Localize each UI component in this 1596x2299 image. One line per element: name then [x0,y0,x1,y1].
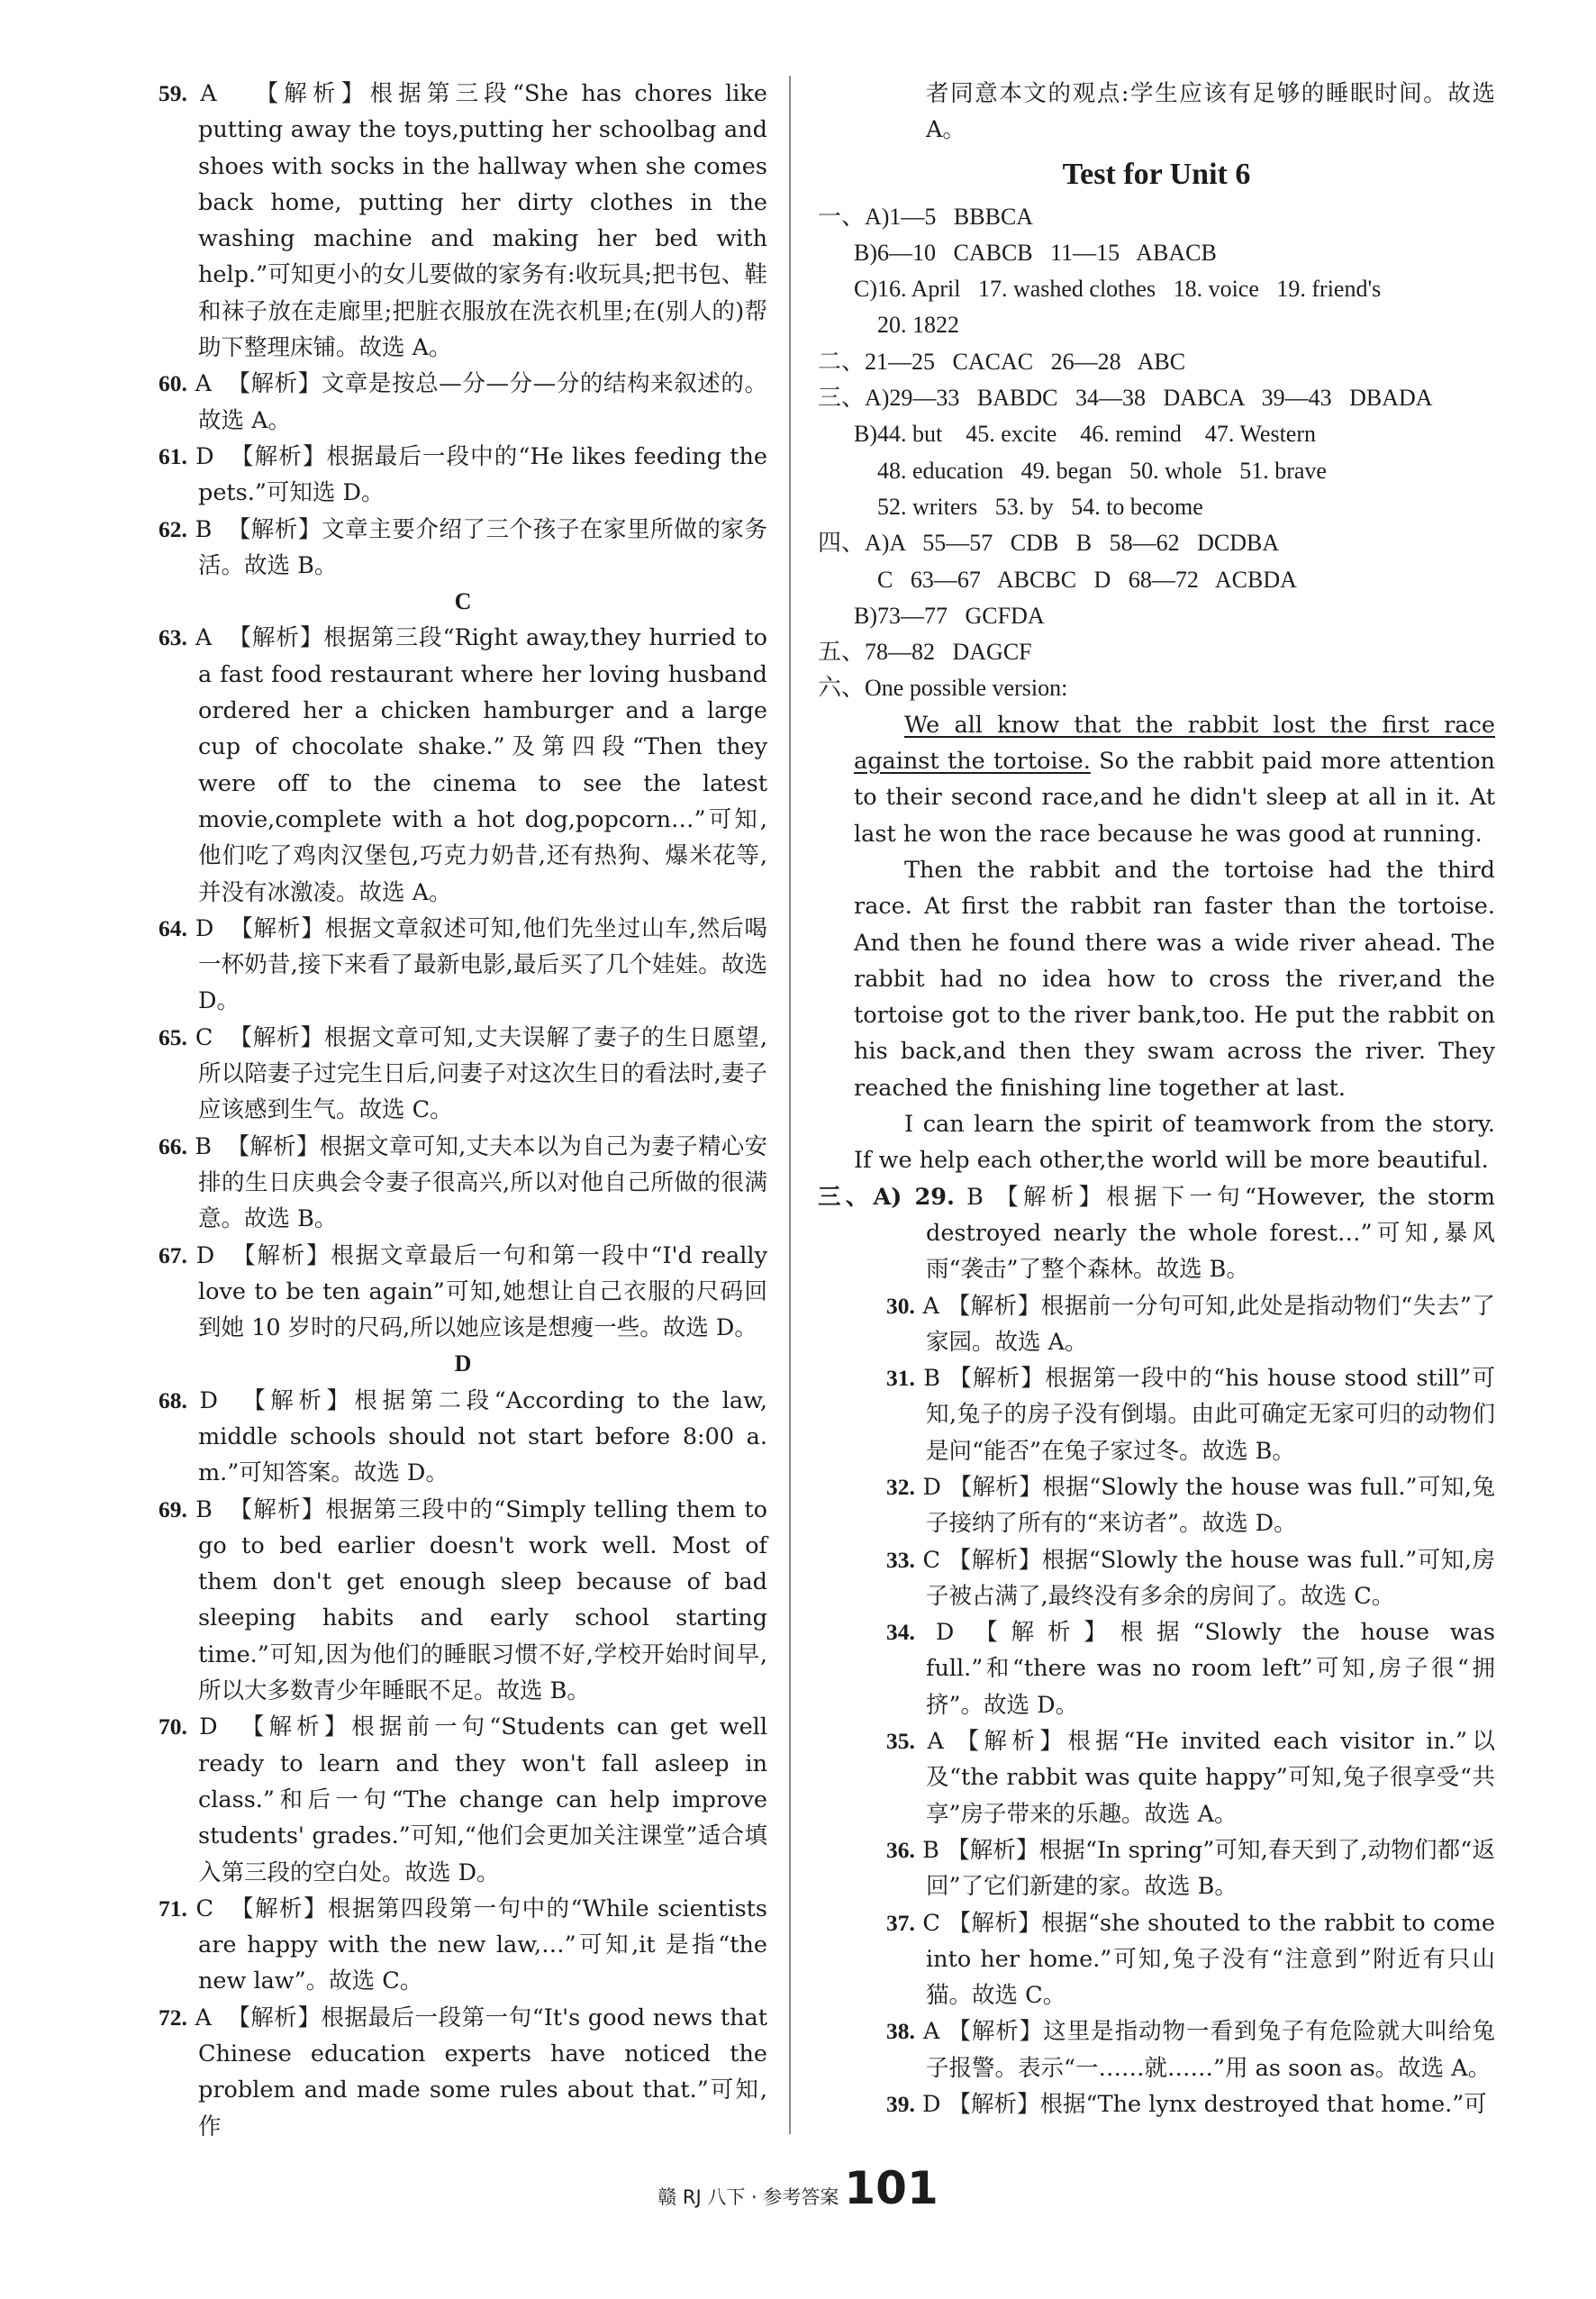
section-letter: C [454,588,472,615]
question-number: 37. [886,1909,915,1936]
continued-explanation: 者同意本文的观点:学生应该有足够的睡眠时间。故选 A。 [926,80,1495,144]
question-number: 72. [159,2004,187,2031]
question-number: 65. [159,1023,187,1050]
explanation-item [818,2086,1495,2122]
question-number: 31. [886,1365,915,1392]
explanation-text: C 【解析】根据“Slowly the house was full.”可知,房子被占满了,最终没有多余的房间了。故选 C。 [914,1546,1495,1610]
answer-key-line: B)73—77 GCFDA [854,602,1045,629]
question-number: 63. [159,624,187,651]
explanation-item [818,1360,1495,1469]
question-number: 69. [159,1495,187,1522]
answer-text: D 【解析】根据文章最后一句和第一段中“I'd really love to be ten again”可知,她想让自己衣服的尺码回到她 10 岁时的尺码,所以她应该是想瘦一些。故选 D。 [186,1241,775,1342]
answer-text: D 【解析】根据文章叙述可知,他们先坐过山车,然后喝一杯奶昔,接下来看了最新电影,最后买了几个娃娃。故选 D。 [186,914,775,1015]
answer-item [159,2000,775,2145]
essay-p1-rest: So the rabbit paid more attention to their second race,and he didn't sleep at all in it. At last he won the race because he was good at running. [854,748,1495,848]
answer-text: A 【解析】根据第三段“She has chores like putting away the toys,putting her schoolbag and shoes with socks in the hallway when she comes back home, putting her dirty clothes in the washing machine and making her bed with help.”可知更小的女儿要做的家务有:收玩具;把书包、鞋和袜子放在走廊里;把脏衣服放在洗衣机里;在(别人的)帮助下整理床铺。故选 A。 [186,80,775,362]
explanation-text: D 【解析】根据“Slowly the house was full.”和“there was no room left”可知,房子很“拥挤”。故选 D。 [914,1619,1495,1719]
answer-item [159,1129,767,1238]
answer-item [159,366,767,439]
explanation-item [818,1723,1495,1832]
column-divider [789,76,791,2134]
page-footer [0,2162,1596,2214]
question-number: 71. [159,1895,187,1922]
answer-key-line: B)44. but 45. excite 46. remind 47. Western [854,421,1317,448]
answer-text: D 【解析】根据第二段“According to the law, middle schools should not start before 8:00 a. m.”可知答案。故选 D。 [186,1386,775,1487]
answer-key-line: 六、One possible version: [818,675,1068,702]
answer-key-line: 五、78—82 DAGCF [818,639,1032,666]
answer-text: A 【解析】根据最后一段第一句“It's good news that Chinese education experts have noticed the problem and made some rules about that.”可知,作 [186,2004,775,2140]
answer-item [159,1492,775,1710]
essay-paragraph-1 [818,707,1495,852]
section-prefix: 三、A) 29. [818,1183,955,1211]
question-number: 35. [886,1728,915,1755]
answer-key-line: 52. writers 53. by 54. to become [854,493,1203,520]
answer-key-line: C 63—67 ABCBC D 68—72 ACBDA [854,566,1297,593]
answer-text: A 【解析】根据第三段“Right away,they hurried to a fast food restaurant where her loving husband ordered her a chicken hamburger and a large cup of chocolate shake.”及第四段“Then they were off to the cinema to see the latest movie,complete with a hot dog,popcorn…”可知,他们吃了鸡肉汉堡包,巧克力奶昔,还有热狗、爆米花等,并没有冰激凌。故选 A。 [186,624,775,906]
answer-item [159,512,767,585]
section-letter: D [454,1350,472,1377]
answer-item [159,1709,775,1890]
question-number: 67. [159,1241,187,1268]
explanation-item [818,1832,1495,1905]
explanation-item [818,1614,1495,1723]
answer-item [159,620,775,910]
question-number: 60. [159,370,187,397]
answer-item [159,76,775,366]
answer-text: C 【解析】根据文章可知,丈夫误解了妻子的生日愿望,所以陪妻子过完生日后,问妻子对这次生日的看法时,妻子应该感到生气。故选 C。 [186,1023,767,1124]
question-number: 68. [159,1386,187,1413]
explanation-item [818,1179,1495,1288]
essay-paragraph-3: I can learn the spirit of teamwork from the story. If we help each other,the world will be more beautiful. [854,1111,1495,1175]
question-number: 30. [886,1292,915,1319]
question-number: 64. [159,914,187,941]
answer-key-line: 一、A)1—5 BBBCA [818,203,1034,230]
explanation-item [818,2013,1495,2086]
right-column [818,76,1495,2122]
question-number: 70. [159,1713,187,1740]
question-number: 33. [886,1546,915,1573]
explanation-text: A 【解析】根据前一分句可知,此处是指动物们“失去”了家园。故选 A。 [914,1292,1495,1356]
answer-text: B 【解析】根据第三段中的“Simply telling them to go to bed earlier doesn't work well. Most of them don't get enough sleep because of bad sleeping habits and early school starting time.”可知,因为他们的睡眠习惯不好,学校开始时间早,所以大多数青少年睡眠不足。故选 B。 [186,1495,775,1705]
question-number: 62. [159,515,187,542]
answer-item [159,1383,775,1492]
explanation-text: B 【解析】根据下一句“However, the storm destroyed nearly the whole forest…”可知,暴风雨“袭击”了整个森林。故选 B。 [926,1183,1496,1284]
essay-topic-sentence: We all know that the rabbit lost the first race against the tortoise. [854,711,1495,776]
answer-text: B 【解析】文章主要介绍了三个孩子在家里所做的家务活。故选 B。 [186,515,767,579]
explanation-item [818,1469,1495,1542]
answer-key-line: 48. education 49. began 50. whole 51. brave [854,457,1327,484]
question-number: 59. [159,80,187,106]
question-number: 38. [886,2018,915,2045]
explanation-text: C 【解析】根据“she shouted to the rabbit to come into her home.”可知,兔子没有“注意到”附近有只山猫。故选 C。 [914,1909,1495,2010]
question-number: 36. [886,1836,915,1863]
answer-key-line: B)6—10 CABCB 11—15 ABACB [854,239,1217,266]
answer-text: D 【解析】根据前一句“Students can get well ready to learn and they won't fall asleep in class.”和后一句“The change can help improve students' grades.”可知,“他们会更加关注课堂”适合填入第三段的空白处。故选 D。 [186,1713,775,1886]
answer-text: A 【解析】文章是按总—分—分—分的结构来叙述的。故选 A。 [186,370,767,434]
answer-item [159,1020,767,1129]
answer-item [159,1891,775,2000]
essay-paragraph-2: Then the rabbit and the tortoise had the third race. At first the rabbit ran faster than the tortoise. And then he found there was a wide river ahead. The rabbit had no idea how to cross the river,and the tortoise got to the river bank,too. He put the rabbit on his back,and then they swam across the river. They reached the finishing line together at last. [854,856,1495,1102]
unit-title: Test for Unit 6 [1062,157,1251,191]
explanation-text: A 【解析】这里是指动物一看到兔子有危险就大叫给兔子报警。表示“一……就……”用 as soon as。故选 A。 [914,2018,1495,2082]
question-number: 34. [886,1619,915,1646]
answer-text: C 【解析】根据第四段第一句中的“While scientists are happy with the new law,…”可知,it 是指“the new law”。故选 C。 [186,1895,775,1995]
explanation-text: B 【解析】根据“In spring”可知,春天到了,动物们都“返回”了它们新建的家。故选 B。 [914,1836,1495,1901]
answer-item [159,911,775,1020]
question-number: 66. [159,1132,187,1159]
answer-key-line: C)16. April 17. washed clothes 18. voice 19. friend's [854,276,1382,303]
explanation-item [818,1905,1495,2014]
answer-key-line: 20. 1822 [854,312,959,339]
left-column [159,76,775,2145]
answer-key [818,199,1495,707]
answer-key-line: 四、A)A 55—57 CDB B 58—62 DCDBA [818,530,1280,557]
explanation-item [818,1542,1495,1615]
question-number: 39. [886,2091,915,2118]
answer-key-line: 二、21—25 CACAC 26—28 ABC [818,348,1186,375]
answer-key-line: 三、A)29—33 BABDC 34—38 DABCA 39—43 DBADA [818,385,1433,412]
explanation-text: B 【解析】根据第一段中的“his house stood still”可知,兔子的房子没有倒塌。由此可确定无家可归的动物们是问“能否”在兔子家过冬。故选 B。 [914,1365,1495,1465]
answer-item [159,439,775,512]
page-number: 101 [844,2162,939,2214]
explanation-text: D 【解析】根据“The lynx destroyed that home.”可 [914,2091,1487,2119]
question-number: 32. [886,1473,915,1500]
footer-label: 赣 RJ 八下 · 参考答案 [657,2186,839,2208]
question-number: 61. [159,442,187,469]
explanations [818,1179,1495,2123]
answer-item [159,1238,775,1347]
explanation-text: A 【解析】根据“He invited each visitor in.”以及“the rabbit was quite happy”可知,兔子很享受“共享”房子带来的乐趣。故选 A。 [914,1728,1495,1828]
explanation-item [818,1288,1495,1361]
answer-text: D 【解析】根据最后一段中的“He likes feeding the pets.”可知选 D。 [186,442,775,507]
answer-text: B 【解析】根据文章可知,丈夫本以为自己为妻子精心安排的生日庆典会令妻子很高兴,所以对他自己所做的很满意。故选 B。 [186,1132,767,1233]
explanation-text: D 【解析】根据“Slowly the house was full.”可知,兔子接纳了所有的“来访者”。故选 D。 [914,1473,1495,1538]
